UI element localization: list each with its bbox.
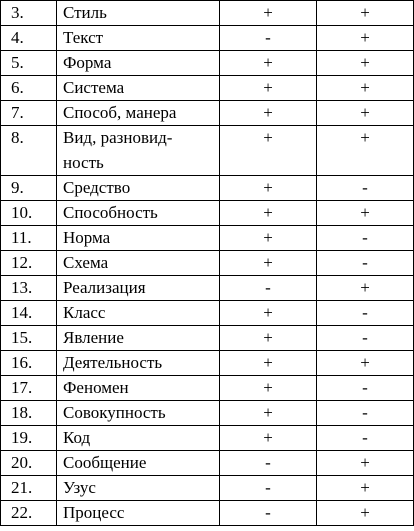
row-mark-second: + <box>317 51 414 76</box>
row-number: 18. <box>1 401 57 426</box>
row-mark-second: - <box>317 251 414 276</box>
row-mark-second: - <box>317 176 414 201</box>
table-row <box>1 326 414 351</box>
row-mark-first: + <box>220 76 317 101</box>
table-row <box>1 451 414 476</box>
table-row <box>1 126 414 176</box>
row-mark-first: + <box>220 401 317 426</box>
row-term: Код <box>57 426 220 451</box>
row-term: Норма <box>57 226 220 251</box>
row-number: 6. <box>1 76 57 101</box>
row-number: 17. <box>1 376 57 401</box>
row-number: 4. <box>1 26 57 51</box>
row-term: Схема <box>57 251 220 276</box>
row-mark-second: + <box>317 451 414 476</box>
row-number: 16. <box>1 351 57 376</box>
table-row <box>1 401 414 426</box>
row-term: Средство <box>57 176 220 201</box>
row-mark-second: - <box>317 301 414 326</box>
row-mark-second: + <box>317 76 414 101</box>
row-term: Узус <box>57 476 220 501</box>
row-mark-second: + <box>317 1 414 26</box>
row-term: Совокупность <box>57 401 220 426</box>
table-row <box>1 26 414 51</box>
table-row <box>1 501 414 526</box>
row-number: 21. <box>1 476 57 501</box>
row-term: Форма <box>57 51 220 76</box>
row-term: Реализация <box>57 276 220 301</box>
table-row <box>1 276 414 301</box>
row-number: 22. <box>1 501 57 526</box>
row-mark-second: - <box>317 426 414 451</box>
row-term: Класс <box>57 301 220 326</box>
row-number: 19. <box>1 426 57 451</box>
row-term: Способность <box>57 201 220 226</box>
table-row <box>1 226 414 251</box>
row-mark-second: - <box>317 326 414 351</box>
row-mark-first: + <box>220 251 317 276</box>
table-row <box>1 176 414 201</box>
table-row <box>1 301 414 326</box>
row-number: 5. <box>1 51 57 76</box>
table-row <box>1 101 414 126</box>
row-mark-first: + <box>220 1 317 26</box>
row-term: Текст <box>57 26 220 51</box>
row-mark-first: + <box>220 226 317 251</box>
row-number: 8. <box>1 126 57 176</box>
row-mark-second: + <box>317 276 414 301</box>
row-number: 3. <box>1 1 57 26</box>
row-term: Феномен <box>57 376 220 401</box>
row-mark-second: - <box>317 226 414 251</box>
table-row <box>1 426 414 451</box>
row-mark-second: + <box>317 476 414 501</box>
table-row <box>1 51 414 76</box>
row-term: Процесс <box>57 501 220 526</box>
row-term: Система <box>57 76 220 101</box>
table-row <box>1 476 414 501</box>
row-mark-first: + <box>220 201 317 226</box>
row-mark-first: + <box>220 426 317 451</box>
row-number: 14. <box>1 301 57 326</box>
row-term: Способ, манера <box>57 101 220 126</box>
row-mark-first: - <box>220 276 317 301</box>
row-mark-first: + <box>220 101 317 126</box>
row-mark-second: + <box>317 201 414 226</box>
row-number: 7. <box>1 101 57 126</box>
row-number: 11. <box>1 226 57 251</box>
row-mark-first: + <box>220 301 317 326</box>
table-row <box>1 76 414 101</box>
row-mark-first: - <box>220 26 317 51</box>
row-mark-second: - <box>317 401 414 426</box>
row-mark-first: + <box>220 376 317 401</box>
table-row <box>1 251 414 276</box>
row-number: 20. <box>1 451 57 476</box>
row-mark-second: + <box>317 101 414 126</box>
table-row <box>1 351 414 376</box>
row-term: Явление <box>57 326 220 351</box>
table-row <box>1 376 414 401</box>
row-mark-second: + <box>317 126 414 176</box>
row-number: 9. <box>1 176 57 201</box>
row-term: Сообщение <box>57 451 220 476</box>
row-mark-first: - <box>220 476 317 501</box>
row-mark-first: + <box>220 126 317 176</box>
row-mark-first: - <box>220 501 317 526</box>
row-number: 15. <box>1 326 57 351</box>
row-term: Вид, разновид- ность <box>57 126 220 176</box>
table-row <box>1 201 414 226</box>
row-mark-first: + <box>220 326 317 351</box>
table-row <box>1 1 414 26</box>
row-mark-second: + <box>317 351 414 376</box>
row-mark-second: + <box>317 501 414 526</box>
row-mark-first: + <box>220 176 317 201</box>
row-mark-first: + <box>220 51 317 76</box>
row-mark-second: + <box>317 26 414 51</box>
row-number: 13. <box>1 276 57 301</box>
table-body <box>1 1 414 526</box>
row-mark-first: - <box>220 451 317 476</box>
row-term: Деятельность <box>57 351 220 376</box>
row-mark-second: - <box>317 376 414 401</box>
row-term: Стиль <box>57 1 220 26</box>
row-number: 12. <box>1 251 57 276</box>
row-number: 10. <box>1 201 57 226</box>
row-mark-first: + <box>220 351 317 376</box>
